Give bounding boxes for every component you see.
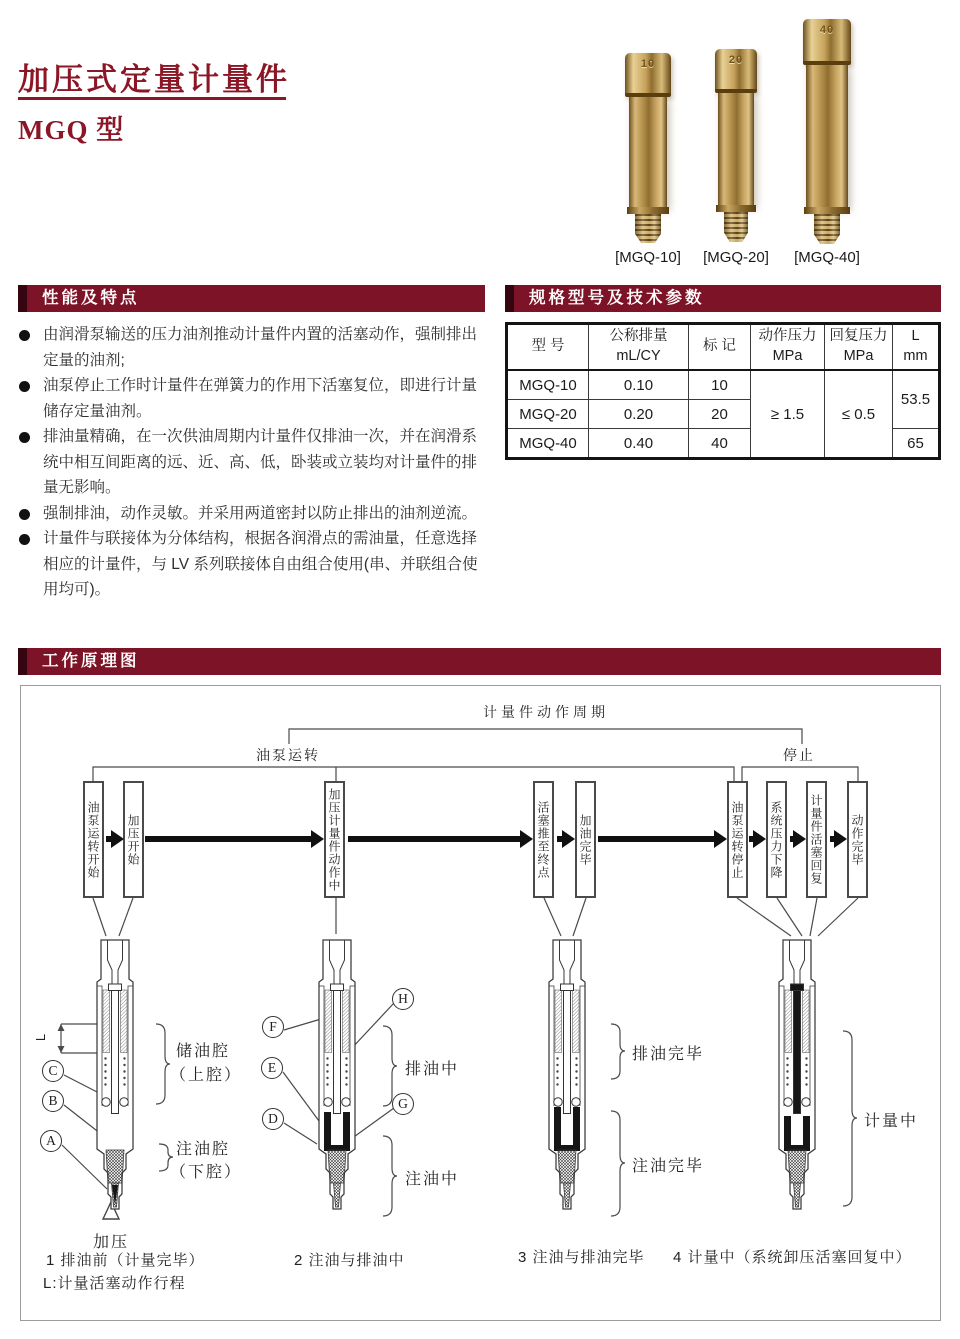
figure1-caption: 1 排油前（计量完毕） [46, 1252, 205, 1269]
fill-done-label: 注油完毕 [632, 1158, 705, 1175]
figure4-caption: 4 计量中（系统卸压活塞回复中） [673, 1249, 912, 1266]
discharging-label: 排油中 [405, 1061, 460, 1078]
step-filling-done: 加油完毕 [575, 781, 596, 898]
flow-arrow [830, 836, 834, 842]
table-header-row [507, 324, 940, 371]
table-row: MGQ-40 0.40 40 65 [507, 429, 940, 459]
principle-diagram [20, 685, 941, 1321]
model-subtitle: MGQ 型 [18, 115, 125, 145]
feature-item: 强制排油，动作灵敏。并采用两道密封以防止排出的油剂逆流。 [18, 501, 488, 527]
flow-arrow [598, 836, 714, 842]
stamp-number: 20 [728, 54, 744, 66]
dimension-label-L: L [33, 1033, 49, 1042]
feature-item: 由润滑泵输送的压力油剂推动计量件内置的活塞动作，强制排出定量的油剂; [18, 322, 488, 373]
bullet-icon [19, 330, 30, 341]
col-displacement: 公称排量 mL/CY [589, 324, 689, 371]
flow-arrow [348, 836, 520, 842]
stop-label: 停止 [769, 745, 829, 765]
callout-A: A [40, 1130, 62, 1152]
valve-cross-section-3 [532, 936, 602, 1221]
step-pump-stop: 油泵运转停止 [727, 781, 748, 898]
bullet-icon [19, 509, 30, 520]
table-row: MGQ-20 0.20 20 [507, 400, 940, 429]
callout-D: D [262, 1108, 284, 1130]
callout-C: C [42, 1060, 64, 1082]
stamp-number: 40 [819, 24, 835, 36]
metering-label: 计量中 [864, 1113, 919, 1130]
pump-running-label: 油泵运转 [233, 745, 343, 765]
valve-cross-section-2 [302, 936, 372, 1221]
feature-item: 油泵停止工作时计量件在弹簧力的作用下活塞复位，即进行计量储存定量油剂。 [18, 373, 488, 424]
col-length: L mm [893, 324, 940, 371]
valve-cross-section-4 [762, 936, 832, 1221]
flow-arrow [145, 836, 311, 842]
col-model: 型 号 [507, 324, 589, 371]
length-value-b: 65 [893, 429, 940, 459]
bullet-icon [19, 381, 30, 392]
stamp-number: 10 [640, 58, 656, 70]
flow-arrow [749, 836, 753, 842]
section-header-features: 性能及特点 [18, 285, 485, 312]
col-mark: 标 记 [689, 324, 751, 371]
page-title: 加压式定量计量件 [18, 62, 290, 97]
step-action-done: 动作完毕 [847, 781, 868, 898]
flow-arrow [557, 836, 562, 842]
step-metering-acting: 加压计量件动作中 [324, 781, 345, 898]
photo-label-mgq-20: [MGQ-20] [703, 249, 769, 266]
step-pump-start: 油泵运转开始 [83, 781, 104, 898]
lower-chamber-label: 注油腔 [176, 1141, 231, 1158]
step-pressure-start: 加压开始 [123, 781, 144, 898]
callout-F: F [262, 1016, 284, 1038]
step-piston-return: 计量件活塞回复 [806, 781, 827, 898]
callout-B: B [42, 1090, 64, 1112]
col-return-pressure: 回复压力 MPa [825, 324, 893, 371]
return-pressure-value: ≤ 0.5 [825, 370, 893, 459]
table-row: MGQ-10 0.10 10 ≥ 1.5 ≤ 0.5 53.5 [507, 370, 940, 400]
action-pressure-value: ≥ 1.5 [751, 370, 825, 459]
feature-item: 排油量精确，在一次供油周期内计量件仅排油一次，并在润滑系统中相互间距离的远、近、高、低，卧装或立装均对计量件的排量无影响。 [18, 424, 488, 501]
bullet-icon [19, 534, 30, 545]
photo-label-mgq-10: [MGQ-10] [615, 249, 681, 266]
spec-table [505, 322, 941, 460]
flow-arrow [106, 836, 111, 842]
upper-chamber-label: 储油腔 [176, 1043, 231, 1060]
step-piston-endpoint: 活塞推至终点 [533, 781, 554, 898]
pressurize-label: 加压 [93, 1234, 130, 1251]
figure1-stroke-note: L:计量活塞动作行程 [43, 1275, 186, 1292]
figure3-caption: 3 注油与排油完毕 [518, 1249, 645, 1266]
col-action-pressure: 动作压力 MPa [751, 324, 825, 371]
upper-chamber-label2: （上腔） [170, 1067, 243, 1084]
valve-cross-section-1 [80, 936, 150, 1221]
callout-G: G [392, 1093, 414, 1115]
callout-H: H [392, 988, 414, 1010]
feature-item: 计量件与联接体为分体结构，根据各润滑点的需油量，任意选择相应的计量件，与 LV 系列联接体自由组合使用(串、并联组合使用均可)。 [18, 526, 488, 603]
bullet-icon [19, 432, 30, 443]
filling-label: 注油中 [405, 1171, 460, 1188]
section-header-specs: 规格型号及技术参数 [505, 285, 941, 312]
step-pressure-drop: 系统压力下降 [766, 781, 787, 898]
callout-E: E [261, 1057, 283, 1079]
cycle-label: 计量件动作周期 [466, 702, 626, 722]
title-underline [18, 97, 286, 100]
features-list [18, 322, 488, 603]
section-header-principle: 工作原理图 [18, 648, 941, 675]
length-value-a: 53.5 [893, 370, 940, 429]
lower-chamber-label2: （下腔） [170, 1164, 243, 1181]
photo-label-mgq-40: [MGQ-40] [794, 249, 860, 266]
figure2-caption: 2 注油与排油中 [294, 1252, 405, 1269]
discharge-done-label: 排油完毕 [632, 1046, 705, 1063]
product-photos [600, 5, 950, 270]
flow-arrow [790, 836, 793, 842]
